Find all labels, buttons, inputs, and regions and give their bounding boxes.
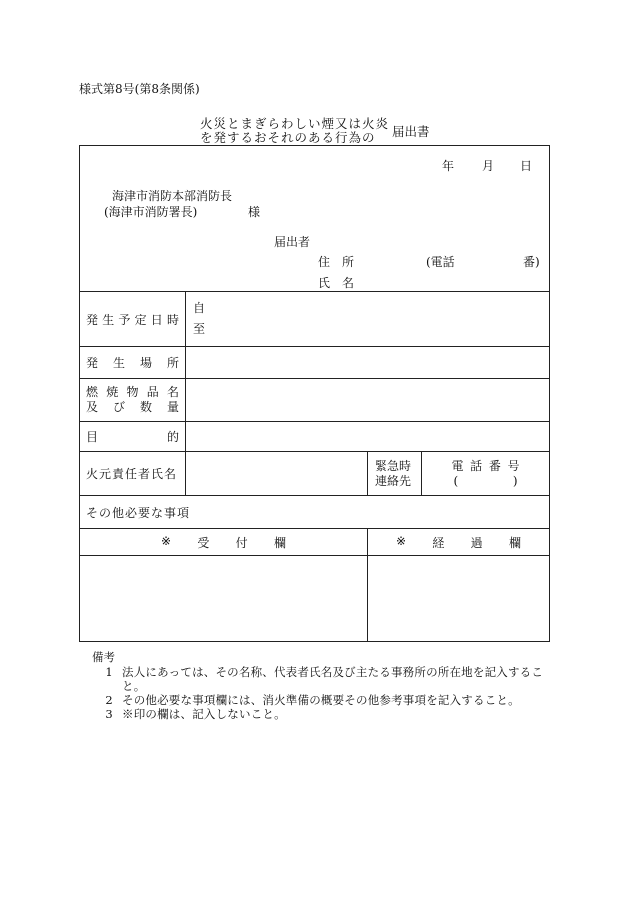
reception-column-body[interactable] — [80, 556, 368, 642]
place-char: 所 — [166, 356, 179, 370]
items-char: 焼 — [106, 385, 119, 399]
datetime-char: 日 — [150, 312, 163, 327]
phone-close-label: 番) — [523, 255, 540, 269]
place-char: 場 — [139, 356, 152, 370]
notes-section — [92, 650, 560, 721]
reception-char: ※ — [161, 533, 172, 548]
items-char: 名 — [166, 385, 179, 399]
datetime-value-cell[interactable] — [186, 292, 550, 347]
progress-column-header — [368, 529, 550, 556]
tel-char: 話 — [470, 458, 483, 473]
date-year-label: 年 — [442, 159, 455, 173]
reception-column-header — [80, 529, 368, 556]
title-line-2: を発するおそれのある行為の — [200, 130, 376, 145]
date-month-label: 月 — [482, 159, 495, 173]
datetime-label-cell — [80, 292, 186, 347]
items-value-cell[interactable] — [186, 379, 550, 422]
tel-char: 番 — [488, 458, 501, 473]
notifier-label: 届出者 — [274, 235, 311, 249]
emergency-label-1: 緊急時 — [375, 458, 412, 473]
datetime-char: 生 — [102, 312, 115, 327]
emergency-phone-cell[interactable] — [422, 452, 550, 496]
datetime-char: 予 — [118, 312, 131, 327]
name-label-2: 名 — [342, 276, 355, 290]
items-char: 物 — [126, 385, 139, 399]
items-char: 及 — [86, 400, 99, 414]
place-char: 発 — [86, 356, 99, 370]
emergency-label-2: 連絡先 — [375, 473, 412, 488]
other-matters-label[interactable]: その他必要な事項 — [80, 496, 550, 529]
note-number: 2 — [105, 693, 113, 707]
datetime-char: 発 — [86, 312, 99, 327]
progress-column-body[interactable] — [368, 556, 550, 642]
title-line-1: 火災とまぎらわしい煙又は火炎 — [200, 116, 390, 131]
items-label-cell — [80, 379, 186, 422]
progress-char: 過 — [470, 535, 483, 550]
items-char: び — [112, 400, 125, 414]
addressee-chief: 海津市消防本部消防長 — [112, 189, 233, 203]
note-number: 1 — [105, 665, 113, 679]
notification-form — [79, 145, 550, 642]
datetime-char: 定 — [134, 312, 147, 327]
note-number: 3 — [105, 707, 113, 721]
progress-char: 経 — [432, 535, 445, 550]
note-text: 法人にあっては、その名称、代表者氏名及び主たる事務所の所在地を記入すること。 — [122, 665, 544, 693]
items-char: 量 — [166, 400, 179, 414]
purpose-value-cell[interactable] — [186, 422, 550, 452]
datetime-char: 時 — [166, 312, 179, 327]
progress-char: 欄 — [508, 535, 521, 550]
form-header-cell — [80, 146, 550, 292]
note-item — [92, 665, 560, 693]
address-label-1: 住 — [318, 255, 331, 269]
purpose-char: 目 — [86, 430, 99, 444]
note-item — [92, 707, 560, 721]
phone-open-label: (電話 — [426, 255, 455, 269]
addressee-honorific: 様 — [248, 205, 261, 219]
tel-char: 電 — [451, 458, 464, 473]
tel-close-paren: ) — [512, 473, 518, 488]
name-label-1: 氏 — [318, 276, 331, 290]
place-label-cell — [80, 347, 186, 379]
reception-char: 付 — [235, 535, 248, 550]
tel-char: 号 — [507, 458, 520, 473]
items-char: 数 — [139, 400, 152, 414]
note-item — [92, 693, 560, 707]
place-char: 生 — [112, 356, 125, 370]
fire-manager-value-cell[interactable] — [186, 452, 368, 496]
address-label-2: 所 — [342, 255, 355, 269]
fire-manager-label: 火元責任者氏名 — [80, 452, 186, 496]
date-day-label: 日 — [520, 159, 533, 173]
datetime-to-label: 至 — [193, 322, 206, 336]
title-suffix: 届出書 — [392, 124, 430, 139]
purpose-label-cell — [80, 422, 186, 452]
note-text: ※印の欄は、記入しないこと。 — [122, 707, 286, 721]
addressee-station: (海津市消防署長) — [104, 205, 198, 219]
reception-char: 受 — [197, 535, 210, 550]
items-char: 品 — [146, 385, 159, 399]
tel-open-paren: ( — [453, 473, 459, 488]
reception-char: 欄 — [273, 535, 286, 550]
items-char: 燃 — [86, 385, 99, 399]
emergency-contact-label-cell — [368, 452, 422, 496]
form-number: 様式第8号(第8条関係) — [79, 82, 200, 96]
note-text: その他必要な事項欄には、消火準備の概要その他参考事項を記入すること。 — [122, 693, 520, 707]
place-value-cell[interactable] — [186, 347, 550, 379]
purpose-char: 的 — [166, 430, 179, 444]
progress-char: ※ — [396, 533, 407, 548]
datetime-from-label: 自 — [193, 301, 206, 315]
notes-title: 備考 — [92, 650, 115, 664]
